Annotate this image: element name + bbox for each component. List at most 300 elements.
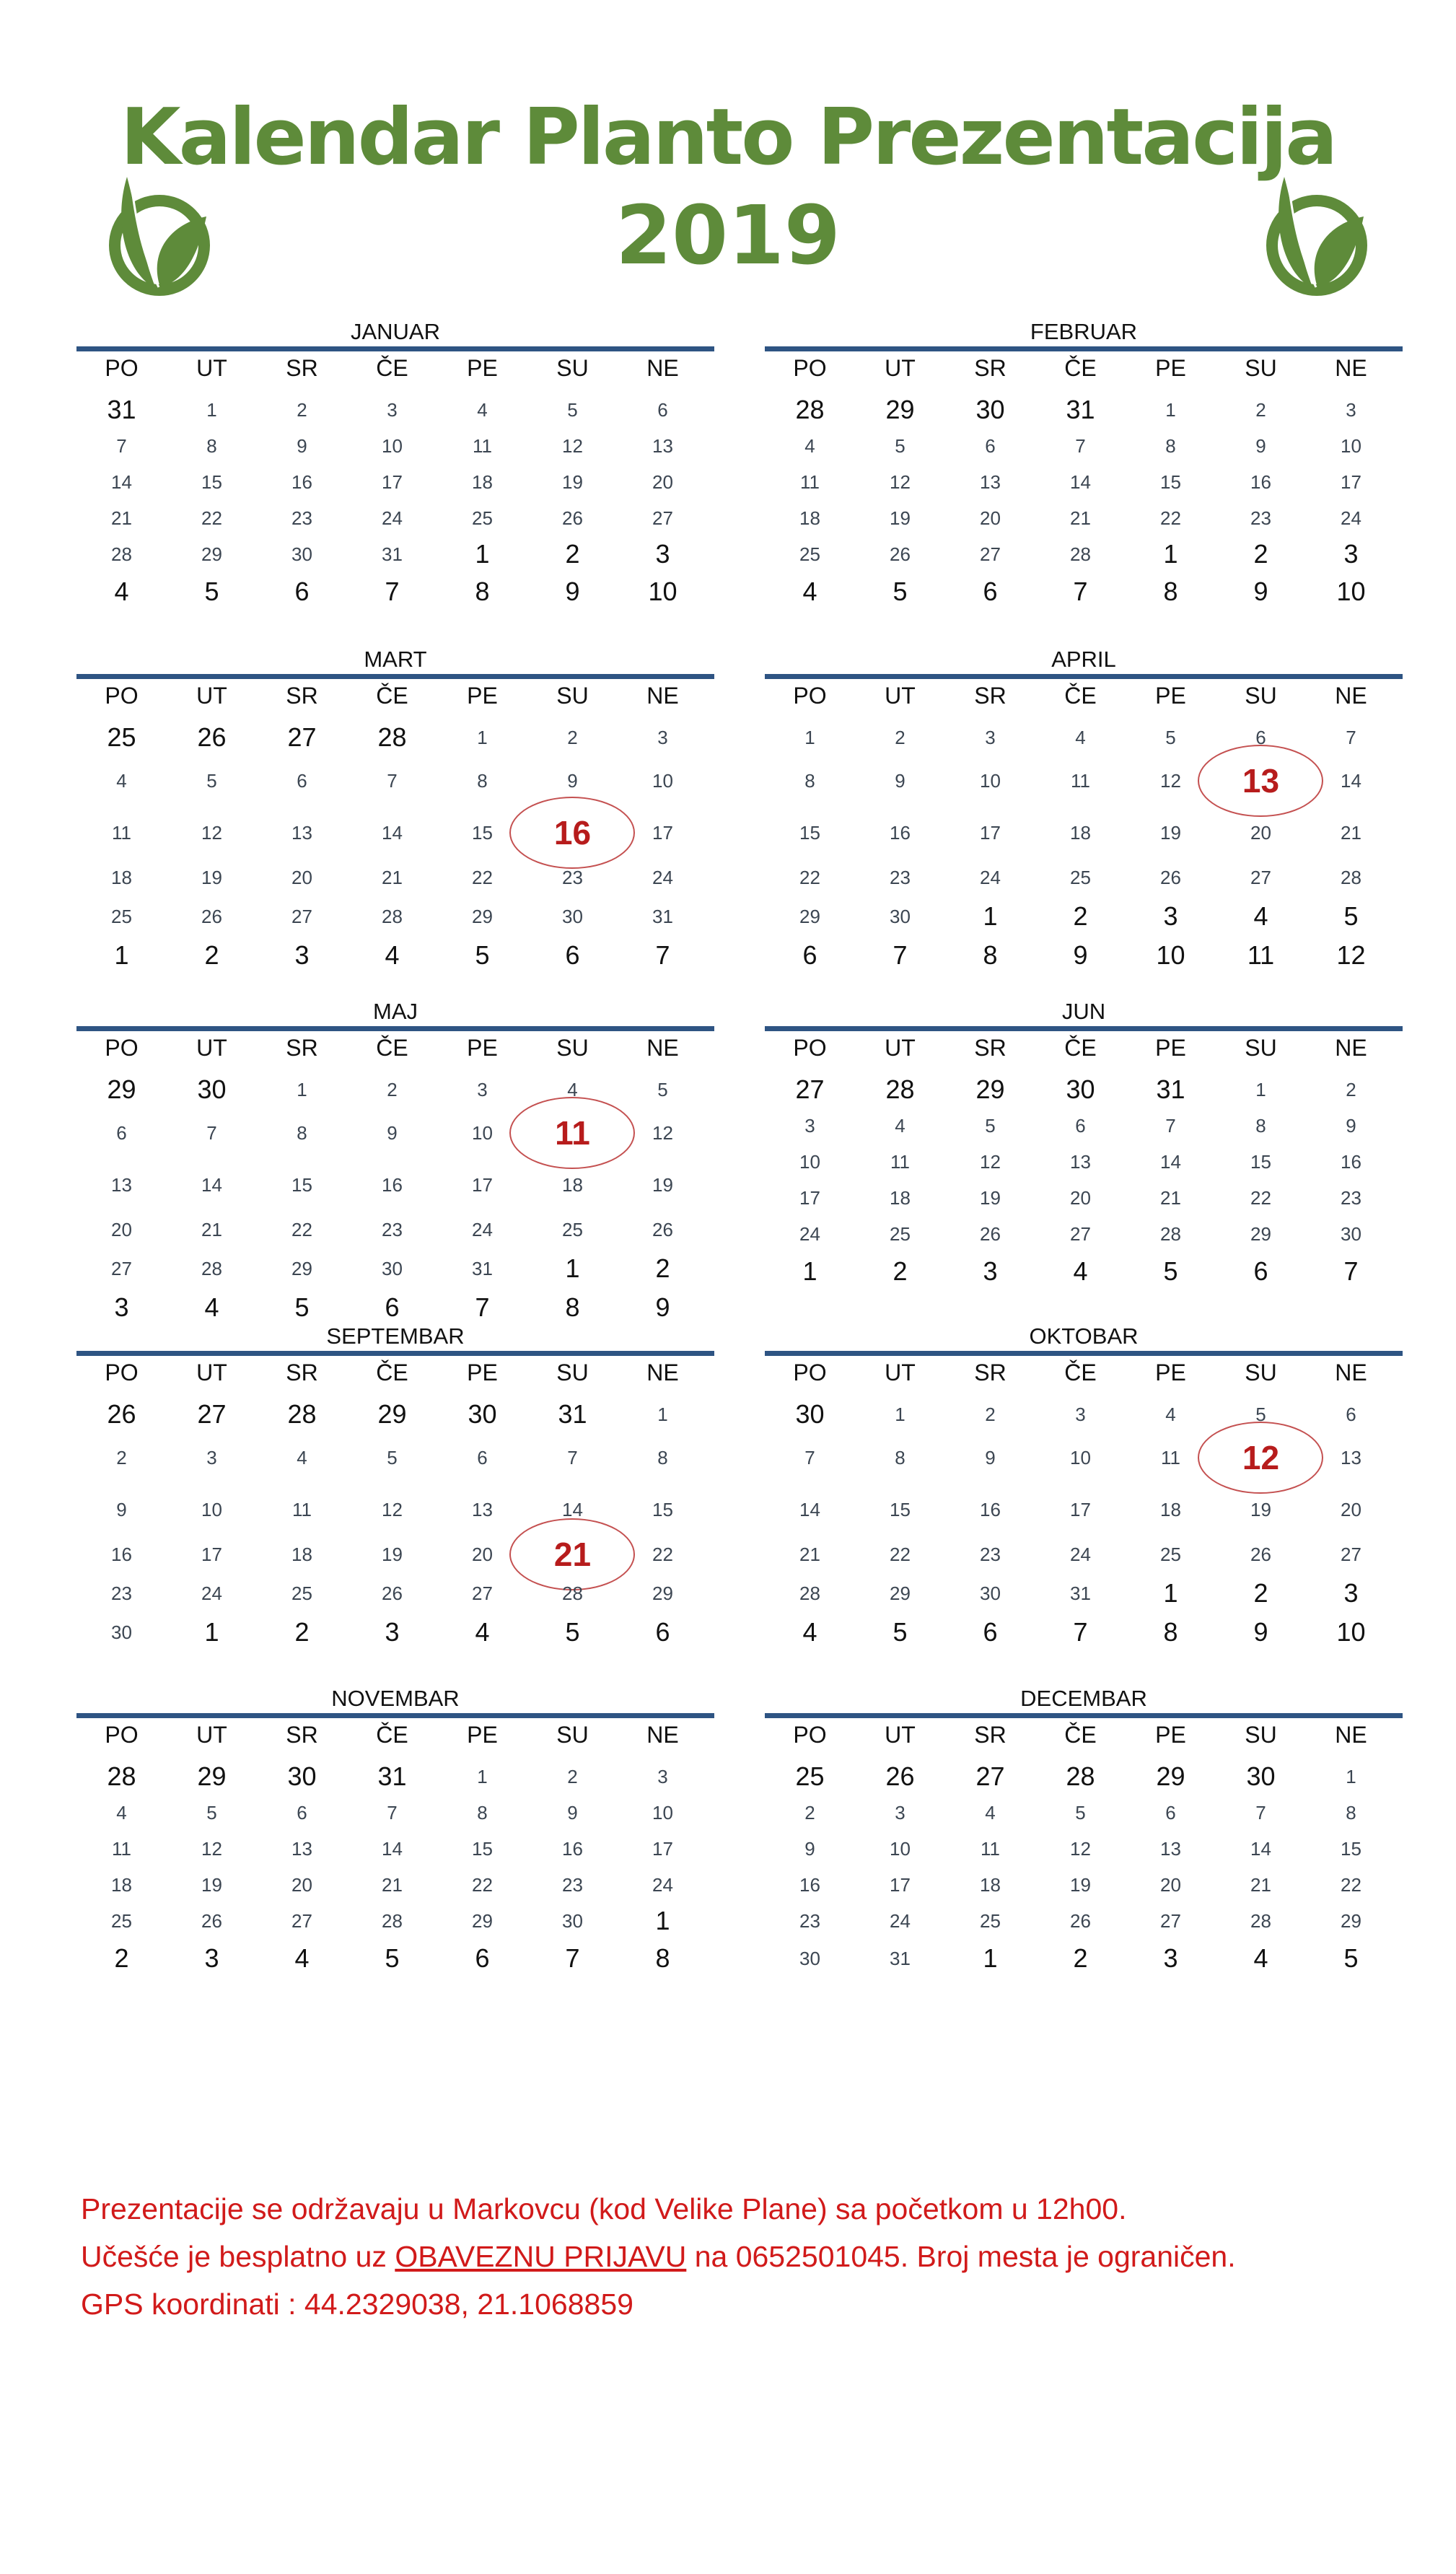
day-cell: 9 — [387, 1122, 398, 1144]
day-cell: 5 — [475, 940, 490, 970]
day-cell: 28 — [562, 1583, 583, 1604]
day-cell: 5 — [385, 1943, 400, 1973]
weekday-header: SR — [286, 1035, 318, 1061]
weekday-header: PE — [467, 1722, 498, 1748]
day-cell: 23 — [562, 1874, 583, 1896]
weekday-header: UT — [196, 683, 227, 709]
weekday-header: NE — [646, 683, 679, 709]
day-cell: 23 — [980, 1544, 1001, 1565]
day-cell: 2 — [1073, 901, 1088, 931]
day-cell: 8 — [655, 1943, 670, 1973]
day-cell: 7 — [1165, 1115, 1176, 1137]
weekday-header: SU — [556, 355, 589, 381]
weekday-header: PE — [1155, 1360, 1186, 1386]
day-cell: 25 — [472, 507, 493, 529]
weekday-header: UT — [885, 1360, 916, 1386]
day-cell: 29 — [377, 1399, 407, 1429]
month-title: JUN — [1061, 999, 1106, 1024]
day-cell: 7 — [804, 1447, 815, 1468]
day-cell: 9 — [567, 1802, 578, 1824]
day-cell: 7 — [385, 577, 400, 606]
day-cell: 11 — [112, 822, 131, 844]
day-cell: 26 — [652, 1219, 673, 1240]
day-cell: 16 — [562, 1838, 583, 1860]
day-cell: 16 — [382, 1174, 403, 1196]
day-cell: 1 — [657, 1404, 668, 1425]
day-cell: 7 — [206, 1122, 217, 1144]
day-cell: 19 — [1250, 1499, 1271, 1520]
day-cell: 10 — [648, 577, 677, 606]
day-cell: 23 — [799, 1910, 820, 1932]
day-cell: 14 — [1160, 1151, 1181, 1173]
day-cell: 24 — [799, 1223, 820, 1245]
day-cell: 1 — [204, 1617, 219, 1647]
weekday-header: UT — [196, 1722, 227, 1748]
day-cell: 28 — [1070, 543, 1091, 565]
day-cell: 14 — [201, 1174, 222, 1196]
day-cell: 19 — [890, 507, 911, 529]
day-cell: 3 — [294, 940, 310, 970]
day-cell: 3 — [206, 1447, 217, 1468]
day-cell: 1 — [297, 1079, 307, 1100]
day-cell: 24 — [1070, 1544, 1091, 1565]
day-cell: 31 — [377, 1761, 407, 1791]
day-cell: 9 — [985, 1447, 996, 1468]
day-cell: 9 — [1253, 577, 1268, 606]
day-cell: 10 — [652, 1802, 673, 1824]
day-cell: 16 — [890, 822, 911, 844]
day-cell: 30 — [975, 395, 1005, 424]
day-cell: 12 — [1070, 1838, 1091, 1860]
day-cell: 25 — [291, 1583, 312, 1604]
day-cell: 5 — [206, 770, 217, 792]
day-cell: 10 — [201, 1499, 222, 1520]
day-cell: 30 — [795, 1399, 825, 1429]
day-cell: 2 — [114, 1943, 129, 1973]
day-cell: 9 — [1255, 435, 1266, 457]
day-cell: 3 — [1346, 399, 1356, 421]
day-cell: 30 — [562, 1910, 583, 1932]
day-cell: 29 — [1250, 1223, 1271, 1245]
day-cell: 31 — [107, 395, 136, 424]
day-cell: 25 — [1160, 1544, 1181, 1565]
day-cell: 27 — [472, 1583, 493, 1604]
day-cell: 2 — [387, 1079, 398, 1100]
day-cell: 22 — [1250, 1187, 1271, 1209]
day-cell: 21 — [111, 507, 132, 529]
day-cell: 1 — [983, 901, 998, 931]
day-cell: 19 — [382, 1544, 403, 1565]
month-divider — [76, 1351, 714, 1356]
weekday-header: UT — [196, 1035, 227, 1061]
day-cell: 27 — [287, 722, 317, 752]
day-cell: 30 — [799, 1948, 820, 1969]
day-cell: 26 — [197, 722, 227, 752]
month-divider — [76, 1026, 714, 1031]
month-mart — [76, 645, 714, 971]
day-cell: 8 — [1163, 577, 1178, 606]
month-jun — [765, 997, 1403, 1323]
day-cell: 23 — [382, 1219, 403, 1240]
day-cell: 3 — [657, 727, 668, 748]
day-cell: 23 — [1341, 1187, 1361, 1209]
day-cell: 11 — [981, 1838, 1000, 1860]
day-cell: 30 — [980, 1583, 1001, 1604]
day-cell: 26 — [885, 1761, 915, 1791]
day-cell: 13 — [472, 1499, 493, 1520]
day-cell: 3 — [1343, 1578, 1359, 1608]
day-cell: 15 — [1250, 1151, 1271, 1173]
weekday-header: ČE — [376, 355, 408, 381]
day-cell: 1 — [1163, 1578, 1178, 1608]
day-cell: 13 — [111, 1174, 132, 1196]
day-cell: 5 — [565, 1617, 580, 1647]
weekday-header: PE — [1155, 1722, 1186, 1748]
day-cell: 7 — [116, 435, 127, 457]
day-cell: 8 — [1346, 1802, 1356, 1824]
weekday-header: NE — [646, 355, 679, 381]
day-cell: 5 — [1343, 901, 1359, 931]
day-cell: 8 — [475, 577, 490, 606]
month-februar — [765, 318, 1403, 644]
page-year: 2019 — [615, 189, 841, 283]
day-cell: 26 — [562, 507, 583, 529]
day-cell: 6 — [477, 1447, 488, 1468]
day-cell: 1 — [802, 1256, 817, 1286]
day-cell: 4 — [895, 1115, 905, 1137]
weekday-header: SU — [1245, 355, 1277, 381]
day-cell: 16 — [1250, 471, 1271, 493]
day-cell: 20 — [472, 1544, 493, 1565]
weekday-header: SR — [286, 355, 318, 381]
day-cell: 2 — [1346, 1079, 1356, 1100]
day-cell: 23 — [291, 507, 312, 529]
day-cell: 20 — [291, 867, 312, 888]
day-cell: 21 — [1070, 507, 1091, 529]
day-cell: 7 — [475, 1292, 490, 1322]
day-cell: 24 — [652, 867, 673, 888]
day-cell: 8 — [477, 770, 488, 792]
day-cell: 22 — [652, 1544, 673, 1565]
day-cell: 1 — [475, 539, 490, 569]
weekday-header: PO — [793, 1722, 827, 1748]
day-cell: 4 — [294, 1943, 310, 1973]
weekday-header: PE — [467, 355, 498, 381]
day-cell: 4 — [804, 435, 815, 457]
weekday-header: PO — [793, 1360, 827, 1386]
day-cell: 17 — [890, 1874, 911, 1896]
weekday-header: SU — [1245, 1035, 1277, 1061]
day-cell: 2 — [567, 727, 578, 748]
month-april — [765, 645, 1403, 971]
day-cell: 8 — [983, 940, 998, 970]
weekday-header: SR — [974, 683, 1007, 709]
day-cell: 22 — [799, 867, 820, 888]
day-cell: 18 — [1160, 1499, 1181, 1520]
month-title: FEBRUAR — [1030, 319, 1138, 344]
day-cell: 31 — [558, 1399, 587, 1429]
day-cell: 9 — [895, 770, 905, 792]
weekday-header: UT — [885, 1722, 916, 1748]
weekday-header: ČE — [1064, 1035, 1097, 1061]
day-cell: 1 — [983, 1943, 998, 1973]
day-cell: 6 — [983, 1617, 998, 1647]
month-januar — [76, 318, 714, 644]
day-cell: 22 — [472, 867, 493, 888]
day-cell: 9 — [116, 1499, 127, 1520]
day-cell: 28 — [382, 906, 403, 927]
day-cell: 4 — [1253, 901, 1268, 931]
day-cell: 15 — [652, 1499, 673, 1520]
day-cell: 29 — [1341, 1910, 1361, 1932]
day-cell: 28 — [799, 1583, 820, 1604]
day-cell: 10 — [1070, 1447, 1091, 1468]
day-cell: 30 — [1066, 1074, 1095, 1104]
day-cell: 20 — [980, 507, 1001, 529]
month-title: SEPTEMBAR — [326, 1323, 465, 1349]
day-cell: 18 — [472, 471, 493, 493]
day-cell: 2 — [1253, 539, 1268, 569]
day-cell: 6 — [655, 1617, 670, 1647]
day-cell: 12 — [652, 1122, 673, 1144]
day-cell: 26 — [107, 1399, 136, 1429]
month-divider — [765, 1713, 1403, 1718]
weekday-header: UT — [885, 1035, 916, 1061]
day-cell: 20 — [1341, 1499, 1361, 1520]
day-cell: 2 — [804, 1802, 815, 1824]
day-cell: 20 — [1160, 1874, 1181, 1896]
day-cell: 28 — [1066, 1761, 1095, 1791]
day-cell: 9 — [1346, 1115, 1356, 1137]
day-cell: 24 — [382, 507, 403, 529]
day-cell: 3 — [114, 1292, 129, 1322]
day-cell: 3 — [985, 727, 996, 748]
day-cell: 8 — [1255, 1115, 1266, 1137]
day-cell: 9 — [565, 577, 580, 606]
day-cell: 10 — [652, 770, 673, 792]
day-cell: 9 — [1253, 1617, 1268, 1647]
day-cell: 1 — [1163, 539, 1178, 569]
day-cell: 14 — [799, 1499, 820, 1520]
weekday-header: PO — [793, 355, 827, 381]
day-cell: 14 — [382, 822, 403, 844]
day-cell: 9 — [567, 770, 578, 792]
day-cell: 4 — [1253, 1943, 1268, 1973]
day-cell: 18 — [111, 867, 132, 888]
day-cell: 28 — [377, 722, 407, 752]
day-cell: 5 — [567, 399, 578, 421]
day-cell: 4 — [1165, 1404, 1176, 1425]
day-cell: 5 — [206, 1802, 217, 1824]
day-cell: 16 — [799, 1874, 820, 1896]
day-cell: 22 — [472, 1874, 493, 1896]
day-cell: 7 — [655, 940, 670, 970]
day-cell: 12 — [201, 822, 222, 844]
day-cell: 1 — [1346, 1766, 1356, 1787]
day-cell: 6 — [116, 1122, 127, 1144]
leaf-logo-icon — [1255, 166, 1378, 310]
day-cell: 7 — [1075, 435, 1086, 457]
day-cell: 21 — [1341, 822, 1361, 844]
day-cell: 19 — [562, 471, 583, 493]
day-cell: 30 — [197, 1074, 227, 1104]
day-cell: 3 — [387, 399, 398, 421]
day-cell: 2 — [893, 1256, 908, 1286]
day-cell: 29 — [472, 906, 493, 927]
day-cell: 23 — [1250, 507, 1271, 529]
weekday-header: ČE — [1064, 1360, 1097, 1386]
day-cell: 4 — [1075, 727, 1086, 748]
day-cell: 18 — [1070, 822, 1091, 844]
weekday-header: PE — [467, 1035, 498, 1061]
day-cell: 30 — [382, 1258, 403, 1279]
day-cell: 5 — [1255, 1404, 1266, 1425]
weekday-header: NE — [1335, 355, 1367, 381]
month-novembar — [76, 1684, 714, 2010]
day-cell: 11 — [890, 1151, 910, 1173]
day-cell: 31 — [1070, 1583, 1091, 1604]
day-cell: 26 — [1070, 1910, 1091, 1932]
day-cell: 28 — [111, 543, 132, 565]
weekday-header: PE — [467, 683, 498, 709]
weekday-header: PO — [105, 355, 139, 381]
day-cell: 25 — [980, 1910, 1001, 1932]
weekday-header: PE — [1155, 355, 1186, 381]
day-cell: 8 — [565, 1292, 580, 1322]
weekday-header: PO — [105, 1035, 139, 1061]
day-cell: 18 — [890, 1187, 911, 1209]
month-title: NOVEMBAR — [331, 1686, 460, 1711]
day-cell: 10 — [1341, 435, 1361, 457]
day-cell: 9 — [297, 435, 307, 457]
day-cell: 6 — [1165, 1802, 1176, 1824]
day-cell: 24 — [890, 1910, 911, 1932]
day-cell: 14 — [1070, 471, 1091, 493]
day-cell: 27 — [975, 1761, 1005, 1791]
day-cell: 25 — [1070, 867, 1091, 888]
day-cell: 15 — [291, 1174, 312, 1196]
day-cell: 27 — [1250, 867, 1271, 888]
day-cell: 7 — [1073, 1617, 1088, 1647]
day-cell: 8 — [895, 1447, 905, 1468]
day-cell: 25 — [562, 1219, 583, 1240]
month-divider — [76, 346, 714, 351]
weekday-header: SU — [556, 1360, 589, 1386]
day-cell: 8 — [1165, 435, 1176, 457]
day-cell: 27 — [795, 1074, 825, 1104]
day-cell: 9 — [1073, 940, 1088, 970]
day-cell: 8 — [657, 1447, 668, 1468]
day-cell: 13 — [291, 1838, 312, 1860]
day-cell: 5 — [893, 1617, 908, 1647]
weekday-header: PO — [105, 683, 139, 709]
day-cell: 25 — [111, 906, 132, 927]
month-divider — [765, 674, 1403, 679]
day-cell: 10 — [382, 435, 403, 457]
weekday-header: NE — [646, 1722, 679, 1748]
day-cell: 11 — [800, 471, 820, 493]
day-cell: 14 — [382, 1838, 403, 1860]
day-cell: 29 — [1156, 1761, 1185, 1791]
day-cell: 11 — [1071, 770, 1090, 792]
day-cell: 23 — [890, 867, 911, 888]
day-cell: 1 — [477, 1766, 488, 1787]
weekday-header: PO — [793, 1035, 827, 1061]
day-cell: 5 — [1165, 727, 1176, 748]
day-cell: 29 — [291, 1258, 312, 1279]
day-cell: 24 — [652, 1874, 673, 1896]
day-cell: 3 — [895, 1802, 905, 1824]
day-cell: 23 — [111, 1583, 132, 1604]
footer-registration-pre: Učešće je besplatno uz — [81, 2240, 395, 2273]
weekday-header: ČE — [376, 1360, 408, 1386]
day-cell: 15 — [472, 822, 493, 844]
day-cell: 2 — [116, 1447, 127, 1468]
day-cell: 1 — [114, 940, 129, 970]
day-cell: 22 — [1341, 1874, 1361, 1896]
day-cell: 7 — [567, 1447, 578, 1468]
weekday-header: ČE — [376, 1035, 408, 1061]
day-cell: 13 — [980, 471, 1001, 493]
day-cell: 27 — [1160, 1910, 1181, 1932]
day-cell: 4 — [385, 940, 400, 970]
weekday-header: ČE — [1064, 683, 1097, 709]
weekday-header: SU — [556, 683, 589, 709]
day-cell: 8 — [804, 770, 815, 792]
day-cell: 5 — [985, 1115, 996, 1137]
day-cell: 4 — [802, 577, 817, 606]
day-cell: 4 — [802, 1617, 817, 1647]
day-cell: 31 — [1156, 1074, 1185, 1104]
day-cell: 4 — [567, 1079, 578, 1100]
day-cell: 30 — [890, 906, 911, 927]
day-cell: 10 — [980, 770, 1001, 792]
month-septembar — [76, 1322, 714, 1648]
day-cell: 14 — [1250, 1838, 1271, 1860]
day-cell: 6 — [297, 770, 307, 792]
day-cell: 10 — [1336, 1617, 1366, 1647]
day-cell: 3 — [1163, 901, 1178, 931]
month-divider — [76, 674, 714, 679]
day-cell: 12 — [1160, 770, 1181, 792]
month-title: DECEMBAR — [1020, 1686, 1147, 1711]
presentation-date: 21 — [553, 1536, 592, 1573]
weekday-header: UT — [885, 355, 916, 381]
weekday-header: PO — [793, 683, 827, 709]
day-cell: 4 — [477, 399, 488, 421]
day-cell: 9 — [804, 1838, 815, 1860]
day-cell: 13 — [652, 435, 673, 457]
day-cell: 25 — [799, 543, 820, 565]
weekday-header: SU — [1245, 1360, 1277, 1386]
weekday-header: PE — [467, 1360, 498, 1386]
weekday-header: PE — [1155, 683, 1186, 709]
day-cell: 18 — [111, 1874, 132, 1896]
day-cell: 20 — [1070, 1187, 1091, 1209]
day-cell: 4 — [1073, 1256, 1088, 1286]
day-cell: 28 — [1341, 867, 1361, 888]
day-cell: 5 — [387, 1447, 398, 1468]
day-cell: 10 — [472, 1122, 493, 1144]
day-cell: 17 — [799, 1187, 820, 1209]
leaf-logo-icon — [98, 166, 221, 310]
day-cell: 3 — [804, 1115, 815, 1137]
month-divider — [76, 1713, 714, 1718]
day-cell: 8 — [477, 1802, 488, 1824]
day-cell: 2 — [565, 539, 580, 569]
day-cell: 10 — [1336, 577, 1366, 606]
day-cell: 5 — [294, 1292, 310, 1322]
